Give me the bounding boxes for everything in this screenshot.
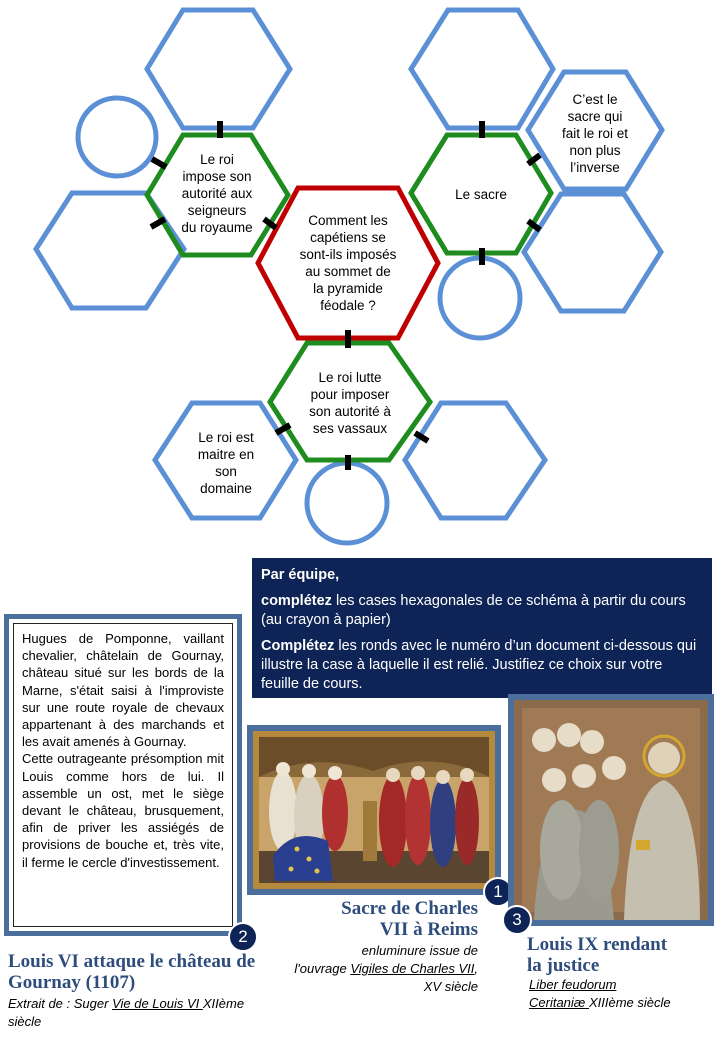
document-3-illumination	[508, 694, 714, 926]
document-3-title: Louis IX rendant la justice	[527, 934, 668, 976]
document-number-circle[interactable]	[440, 258, 520, 338]
document-1-illumination	[247, 725, 501, 895]
document-2-paragraph-2: Cette outrageante présomption mit Louis comme hors de lui. Il assemble un ost, met le siège devant le château, brusquement, afin de priver les assiégés de provisions de bouche et, très vite, il ferme le cercle d'investissement.	[22, 751, 224, 870]
instruction-heading: Par équipe,	[261, 567, 340, 583]
hex-left-label: Le roi impose son autorité aux seigneurs du royaume	[181, 152, 253, 235]
document-2-title: Louis VI attaque le château de Gournay (1107)	[8, 951, 256, 993]
instruction-hexagons: complétez les cases hexagonales de ce schéma à partir du cours (au crayon à papier)	[261, 593, 686, 628]
center-question-label: Comment les capétiens se sont-ils imposés au sommet de la pyramide féodale ?	[299, 213, 397, 313]
coronation-illumination-image	[253, 731, 495, 889]
hex-bottom-left-label: Le roi est maitre en son domaine	[197, 430, 255, 496]
document-1-source: enluminure issue de l'ouvrage Vigiles de Charles VII, XV siècle	[294, 943, 478, 994]
instructions-box	[252, 558, 712, 698]
empty-hexagon	[147, 10, 290, 128]
hex-right-label: Le sacre	[455, 187, 507, 202]
document-number-circle[interactable]	[78, 98, 156, 176]
document-1-title: Sacre de Charles VII à Reims	[341, 898, 478, 940]
empty-hexagon	[411, 10, 553, 128]
empty-hexagon	[524, 194, 661, 311]
empty-hexagon	[36, 193, 184, 308]
document-number-circle[interactable]	[307, 463, 387, 543]
hex-bottom-label: Le roi lutte pour imposer son autorité à ses vassaux	[309, 370, 391, 436]
justice-illumination-image	[514, 700, 708, 920]
document-3-source: Liber feudorum Ceritaniæ XIIIème siècle	[529, 977, 671, 1010]
connector	[152, 159, 166, 167]
document-3-number-badge: 3	[502, 905, 532, 935]
document-2-number-badge: 2	[228, 922, 258, 952]
document-2-text-box	[4, 614, 242, 936]
hex-right-outer-label: C’est le sacre qui fait le roi et non plus l’inverse	[561, 92, 629, 175]
document-2-source: Extrait de : Suger Vie de Louis VI XIIème siècle	[8, 996, 245, 1029]
empty-hexagon	[405, 403, 545, 518]
document-1-number-badge: 1	[483, 877, 513, 907]
document-2-paragraph-1: Hugues de Pomponne, vaillant chevalier, châtelain de Gournay, château situé sur les bords de la Marne, s'était saisi à l'improviste sur une route royale de chevaux appartenant à des marchands et les avait amenés à Gournay.	[22, 631, 224, 750]
instruction-circles: Complétez les ronds avec le numéro d’un document ci-dessous qui illustre la case à laquelle il est relié. Justifiez ce choix sur votre feuille de cours.	[261, 638, 697, 692]
